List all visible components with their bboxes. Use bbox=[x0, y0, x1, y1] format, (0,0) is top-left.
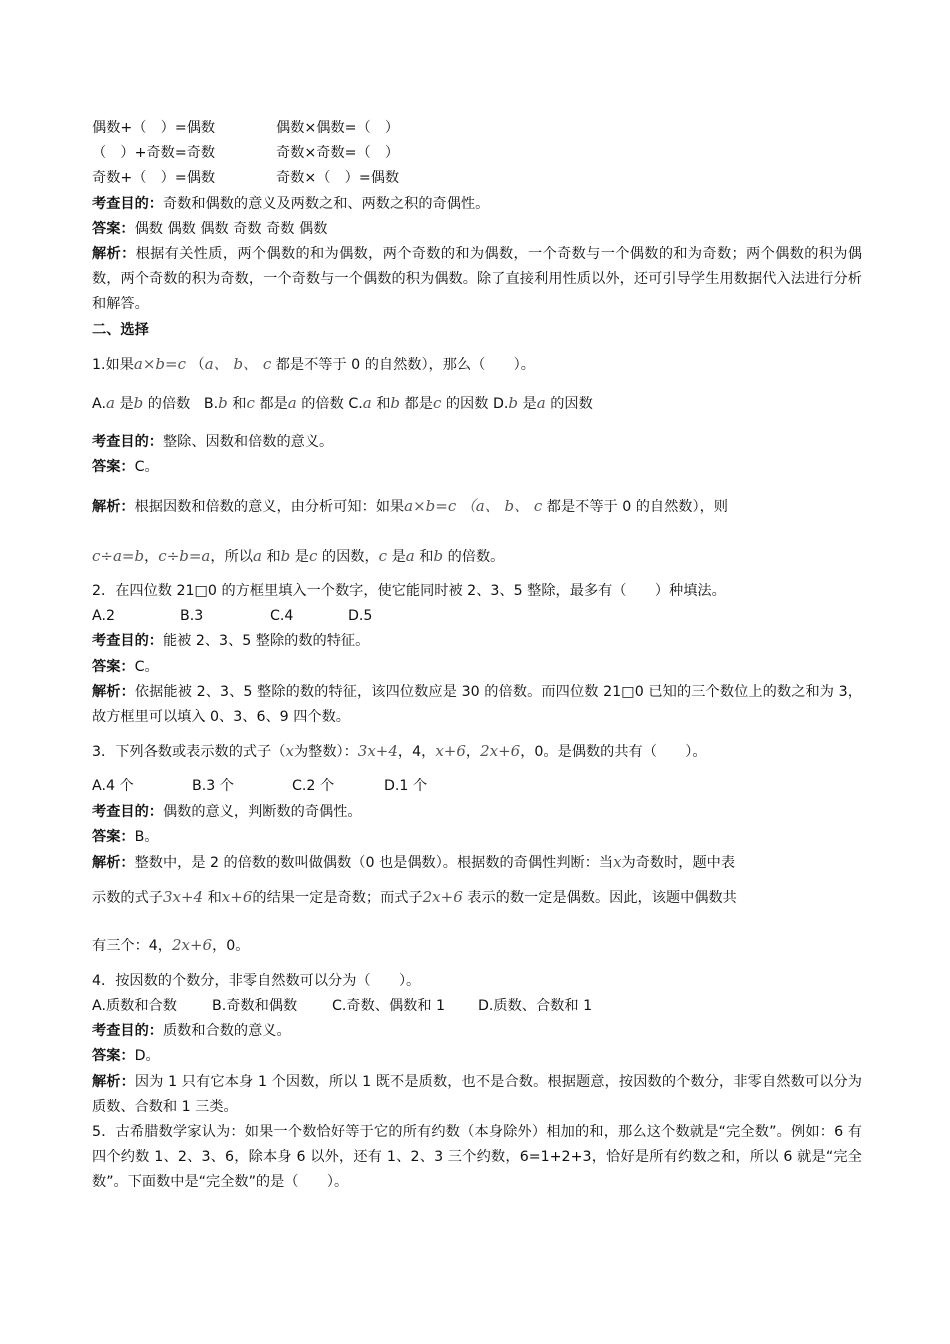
q1-option-d: D.b 是a 的因数 bbox=[492, 394, 593, 413]
q2-stem: 2．在四位数 21□0 的方框里填入一个数字，使它能同时被 2、3、5 整除，最多有（ ）种填法。 bbox=[92, 583, 726, 600]
q1-option-c: C.a 和b 都是c 的因数 bbox=[348, 394, 489, 413]
q1-analysis-line-1: 解析：根据因数和倍数的意义，由分析可知：如果a×b=c （a、 b、 c 都是不等于 0 的自然数），则 bbox=[92, 496, 728, 515]
q3-option: A.4 个 bbox=[92, 778, 134, 795]
fill-aim bbox=[92, 192, 862, 217]
q2-option: D.5 bbox=[348, 608, 373, 625]
q1-stem-mid: （ bbox=[190, 356, 205, 373]
q3-stem: 3．下列各数或表示数的式子（x为整数）：3x+4，4，x+6，2x+6，0。是偶数的共有（ ）。 bbox=[92, 742, 707, 761]
fill-cell: 偶数+（ ）=偶数 bbox=[92, 120, 216, 136]
q2-aim: 考查目的：能被 2、3、5 整除的数的特征。 bbox=[92, 633, 370, 650]
q2-options bbox=[92, 604, 862, 629]
q4-option: A.质数和合数 bbox=[92, 997, 177, 1014]
analysis-text: 根据有关性质，两个偶数的和为偶数，两个奇数的和为偶数，一个奇数与一个偶数的和为奇数；两个偶数的积为偶数，两个奇数的积为奇数，一个奇数与一个偶数的积为偶数。除了直接利用性质以外，还可引导学生用数据代入法进行分析和解答。 bbox=[92, 246, 862, 313]
q1-stem bbox=[92, 352, 862, 378]
fill-cell: （ ）+奇数=奇数 bbox=[92, 145, 216, 162]
q4-option: C.奇数、偶数和 1 bbox=[332, 997, 446, 1014]
q3-options bbox=[92, 774, 862, 799]
q3-analysis-line-2: 示数的式子3x+4 和x+6的结果一定是奇数；而式子2x+6 表示的数一定是偶数。因此，该题中偶数共 bbox=[92, 888, 737, 907]
answer-text: 偶数 偶数 偶数 奇数 奇数 偶数 bbox=[134, 220, 328, 237]
q2-option: C.4 bbox=[270, 608, 294, 625]
q3-aim: 考查目的：偶数的意义，判断数的奇偶性。 bbox=[92, 803, 362, 820]
q1-options bbox=[92, 391, 862, 417]
q3-answer: 答案：B。 bbox=[92, 828, 159, 845]
fill-cell: 偶数×偶数=（ ） bbox=[276, 120, 400, 136]
q4-answer: 答案：D。 bbox=[92, 1048, 160, 1065]
q1-answer: 答案：C。 bbox=[92, 459, 159, 476]
q4-option: B.奇数和偶数 bbox=[212, 997, 298, 1014]
aim-label: 考查目的： bbox=[92, 195, 163, 212]
fill-cell: 奇数×奇数=（ ） bbox=[276, 145, 400, 162]
q1-stem-pre: 1.如果 bbox=[92, 356, 134, 373]
q3-option: D.1 个 bbox=[384, 778, 428, 795]
q5-stem: 5．古希腊数学家认为：如果一个数恰好等于它的所有约数（本身除外）相加的和，那么这个数就是“完全数”。例如：6 有四个约数 1、2、3、6，除本身 6 以外，还有 1、2、3 三个约数，6=1+2+3，恰好是所有约数之和，所以 6 就是“完全数”。下面数中是“完全数”的是（ ）。 bbox=[92, 1123, 862, 1191]
q1-analysis-eq: a×b=c bbox=[404, 496, 457, 515]
q4-option: D.质数、合数和 1 bbox=[478, 997, 593, 1014]
q3-option: C.2 个 bbox=[292, 778, 335, 795]
fill-cell: 奇数+（ ）=偶数 bbox=[92, 170, 216, 187]
q1-vars: a、 b、 c bbox=[204, 354, 272, 373]
fill-row-2 bbox=[92, 141, 862, 166]
document-page bbox=[92, 116, 862, 1196]
q3-analysis-line-1: 解析：整数中，是 2 的倍数的数叫做偶数（0 也是偶数）。根据数的奇偶性判断：当x为奇数时，题中表 bbox=[92, 853, 736, 872]
analysis-label: 解析： bbox=[92, 246, 136, 263]
section-title: 二、选择 bbox=[92, 321, 149, 338]
q2-analysis: 解析：依据能被 2、3、5 整除的数的特征，该四位数应是 30 的倍数。而四位数 21□0 已知的三个数位上的数之和为 3，故方框里可以填入 0、3、6、9 四个数。 bbox=[92, 683, 862, 726]
q4-analysis: 解析：因为 1 只有它本身 1 个因数，所以 1 既不是质数，也不是合数。根据题意，按因数的个数分，非零自然数可以分为质数、合数和 1 三类。 bbox=[92, 1073, 862, 1115]
fill-analysis bbox=[92, 242, 862, 318]
fill-row-1 bbox=[92, 116, 862, 141]
q2-option: B.3 bbox=[180, 608, 204, 625]
q1-aim: 考查目的：整除、因数和倍数的意义。 bbox=[92, 434, 334, 451]
q4-options bbox=[92, 994, 862, 1019]
q1-stem-post: 都是不等于 0 的自然数），那么（ ）。 bbox=[275, 356, 535, 373]
q2-option: A.2 bbox=[92, 608, 115, 625]
answer-label: 答案： bbox=[92, 220, 135, 237]
fill-row-3 bbox=[92, 166, 862, 191]
q3-analysis-line-3: 有三个：4，2x+6，0。 bbox=[92, 936, 250, 955]
q1-equation: a×b=c bbox=[133, 354, 187, 373]
q1-option-a: A.a 是b 的倍数 bbox=[92, 394, 191, 413]
q2-answer: 答案：C。 bbox=[92, 658, 159, 675]
q1-option-b: B.b 和c 都是a 的倍数 bbox=[203, 394, 344, 413]
q4-stem: 4．按因数的个数分，非零自然数可以分为（ ）。 bbox=[92, 972, 421, 989]
aim-text: 奇数和偶数的意义及两数之和、两数之积的奇偶性。 bbox=[162, 195, 490, 212]
fill-answer bbox=[92, 217, 862, 242]
q4-aim: 考查目的：质数和合数的意义。 bbox=[92, 1023, 291, 1040]
q1-analysis-vars: （a、 b、 c bbox=[460, 496, 543, 515]
q1-analysis-line-2: c÷a=b，c÷b=a，所以a 和b 是c 的因数，c 是a 和b 的倍数。 bbox=[92, 546, 505, 565]
q3-option: B.3 个 bbox=[192, 778, 234, 795]
fill-cell: 奇数×（ ）=偶数 bbox=[276, 170, 400, 187]
